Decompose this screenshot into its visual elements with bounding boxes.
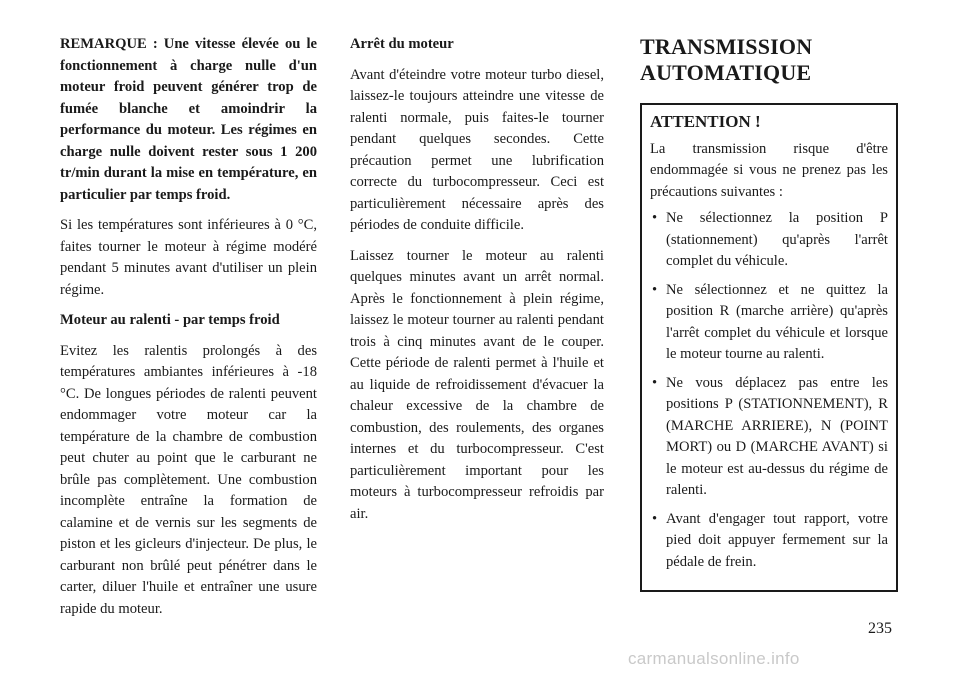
- paragraph-idle-cold: Evitez les ralentis prolongés à des températures ambiantes inférieures à -18 °C. De longues périodes de ralenti peuvent endommager votre moteur car la température de la chambre de combustion peut chuter au point que le carburant ne brûle pas complètement. Une combustion incomplète entraîne la formation de calamine et de vernis sur les segments de piston et les gicleurs d'injecteur. De plus, le carburant non brûlé peut pénétrer dans le carter, diluer l'huile et entraîner une usure rapide du moteur.: [60, 342, 317, 617]
- paragraph-engine-stop-2: Laissez tourner le moteur au ralenti quelques minutes avant un arrêt normal. Après le fonctionnement à plein régime, laissez le moteur tourner au ralenti pendant trois à cinq minutes avant de le couper. Cette période de ralenti permet à l'huile et au liquide de refroidissement d'évacuer la chaleur excessive de la chambre de combustion, des roulements, des organes internes et du turbocompresseur. C'est particulièrement important pour les moteurs à turbocompresseur refroidis par air.: [350, 247, 604, 522]
- page-number: 235: [868, 620, 892, 637]
- warning-item: [650, 280, 888, 366]
- section-title: [640, 34, 898, 86]
- warning-item-text: Ne sélectionnez la position P (stationnement) qu'après l'arrêt complet du véhicule.: [666, 210, 888, 269]
- warning-item-text: Ne sélectionnez et ne quittez la position R (marche arrière) qu'après l'arrêt complet du véhicule et lorsque le moteur tourne au ralenti.: [666, 281, 888, 362]
- note-remarque: REMARQUE : Une vitesse élevée ou le fonctionnement à charge nulle d'un moteur froid peuvent générer trop de fumée blanche et amoindrir la performance du moteur. Les régimes en charge nulle doivent rester sous 1 200 tr/min durant la mise en température, en particulier par temps froid.: [60, 36, 317, 203]
- column-middle: [350, 34, 604, 534]
- paragraph-temperature: Si les températures sont inférieures à 0 °C, faites tourner le moteur à régime modéré pendant 5 minutes avant d'utiliser un plein régime.: [60, 217, 317, 298]
- column-left: [60, 34, 317, 629]
- warning-item: [650, 208, 888, 273]
- heading-idle-cold: Moteur au ralenti - par temps froid: [60, 312, 280, 328]
- warning-intro: La transmission risque d'être endommagée si vous ne prenez pas les précautions suivantes :: [650, 140, 888, 200]
- warning-item-text: Avant d'engager tout rapport, votre pied doit appuyer fermement sur la pédale de frein.: [666, 510, 888, 570]
- warning-box: [640, 103, 898, 592]
- warning-item-text: Ne vous déplacez pas entre les positions P (STATIONNEMENT), R (MARCHE ARRIERE), N (POINT MORT) ou D (MARCHE AVANT) si le moteur est au-dessus du régime de ralenti.: [666, 374, 888, 498]
- warning-item: [650, 509, 888, 574]
- warning-item: [650, 373, 888, 502]
- bullet-icon: •: [652, 374, 658, 391]
- bullet-icon: •: [652, 210, 658, 226]
- warning-title: ATTENTION !: [650, 112, 761, 131]
- watermark: carmanualsonline.info: [628, 649, 800, 668]
- bullet-icon: •: [652, 510, 658, 527]
- paragraph-engine-stop-1: Avant d'éteindre votre moteur turbo diesel, laissez-le toujours atteindre une vitesse de ralenti normale, puis faites-le tourner pendant quelques secondes. Cette précaution permet une lubrification correcte du turbocompresseur. Ceci est particulièrement nécessaire après des périodes de conduite difficile.: [350, 66, 604, 233]
- section-title-line1: TRANSMISSION: [640, 34, 813, 59]
- bullet-icon: •: [652, 281, 658, 298]
- column-right: [640, 34, 898, 592]
- warning-list: [650, 208, 888, 573]
- section-title-line2: AUTOMATIQUE: [640, 60, 812, 85]
- heading-engine-stop: Arrêt du moteur: [350, 36, 454, 52]
